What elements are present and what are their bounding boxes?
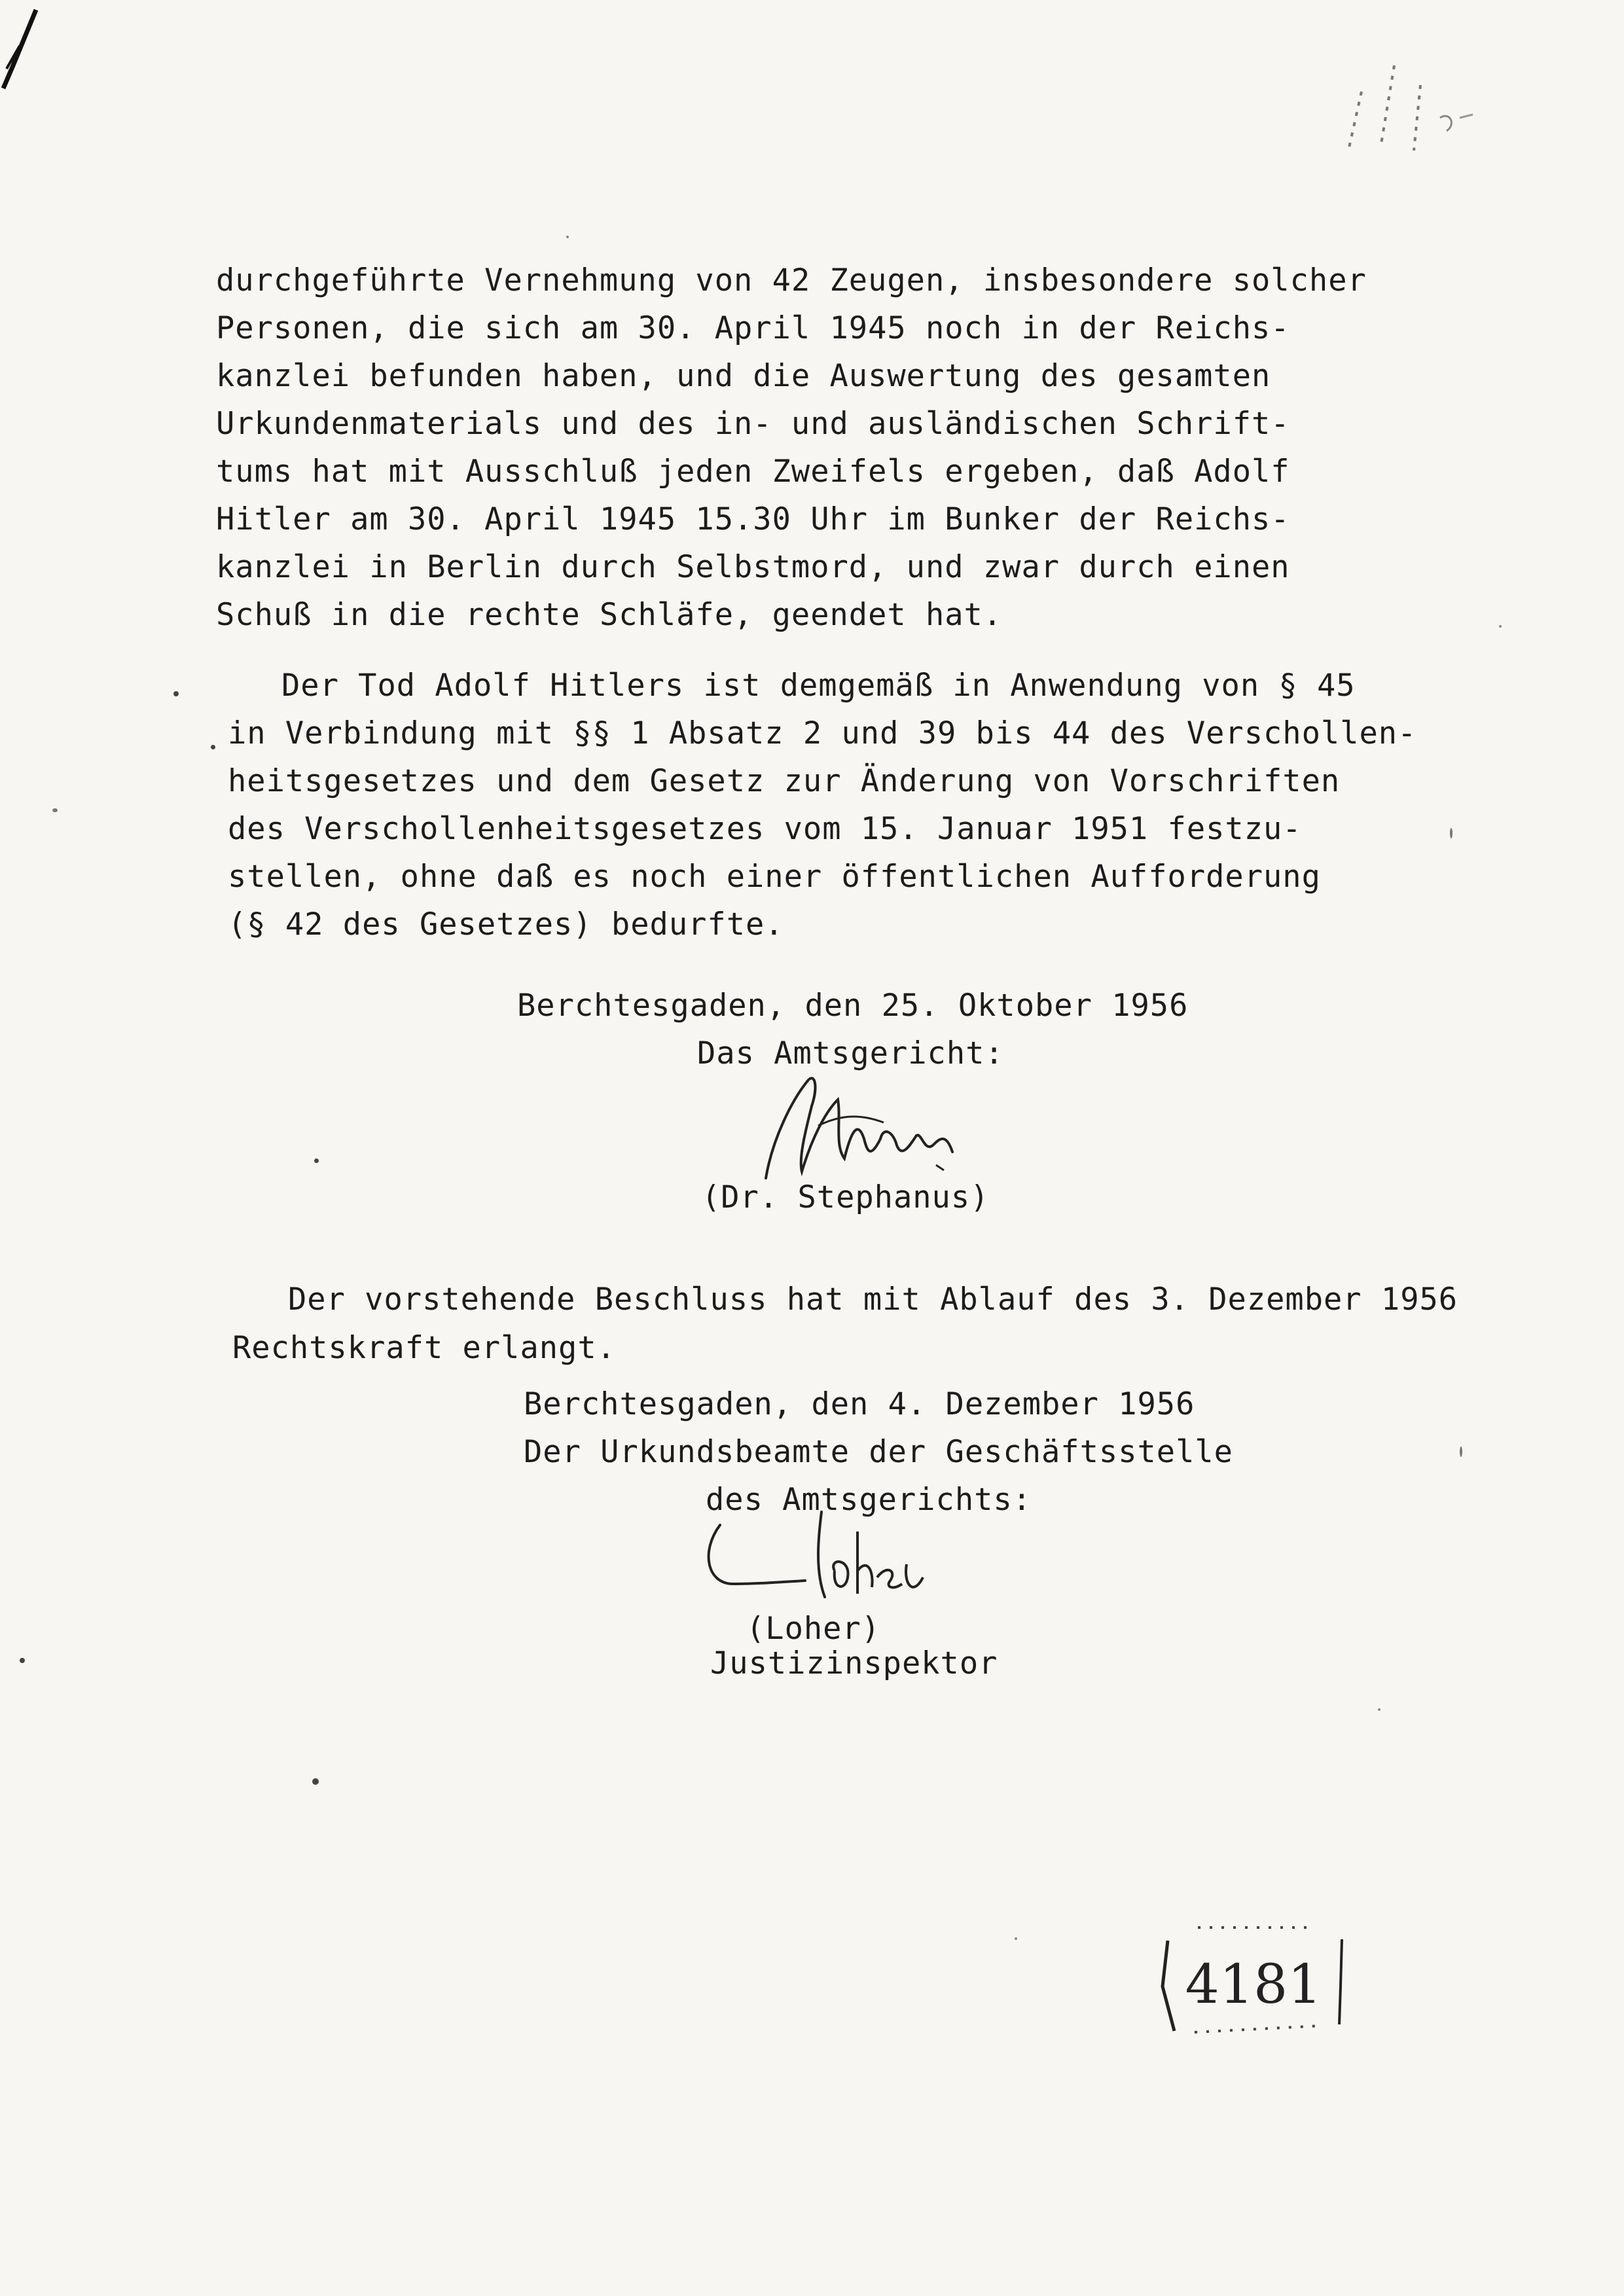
- speck: [1450, 828, 1453, 838]
- speck: [20, 1658, 25, 1663]
- clerk-issuer-line-1: Der Urkundsbeamte der Geschäftsstelle: [524, 1434, 1233, 1470]
- speck: [566, 236, 569, 238]
- loher-signature: [694, 1499, 956, 1617]
- speck: [211, 745, 215, 749]
- paragraph1-line-1: durchgeführte Vernehmung von 42 Zeugen, insbesondere solcher: [216, 262, 1367, 298]
- speck: [52, 808, 58, 812]
- clerk-issuer-line-2: des Amtsgerichts:: [706, 1482, 1032, 1518]
- paragraph2-line-4: des Verschollenheitsgesetzes vom 15. Januar 1951 festzu-: [228, 811, 1302, 847]
- page-stamp-number: 4181: [1185, 1954, 1322, 2016]
- speck: [173, 691, 179, 696]
- court-place-date: Berchtesgaden, den 25. Oktober 1956: [517, 988, 1189, 1024]
- speck: [1015, 1937, 1017, 1940]
- speck: [1499, 625, 1502, 628]
- paragraph2-line-3: heitsgesetzes und dem Gesetz zur Änderung von Vorschriften: [228, 763, 1341, 799]
- paragraph1-line-3: kanzlei befunden haben, und die Auswertung des gesamten: [216, 358, 1271, 394]
- court-issuer: Das Amtsgericht:: [697, 1035, 1004, 1071]
- clerk-title: Justizinspektor: [710, 1645, 998, 1681]
- speck: [312, 1778, 319, 1785]
- paragraph3-line-1: Der vorstehende Beschluss hat mit Ablauf des 3. Dezember 1956: [288, 1282, 1458, 1318]
- paragraph1-line-2: Personen, die sich am 30. April 1945 noch in der Reichs-: [216, 310, 1290, 346]
- paragraph2-line-1: Der Tod Adolf Hitlers ist demgemäß in Anwendung von § 45: [281, 668, 1356, 704]
- paragraph1-line-4: Urkundenmaterials und des in- und ausländischen Schrift-: [216, 406, 1290, 442]
- paragraph1-line-7: kanzlei in Berlin durch Selbstmord, und zwar durch einen: [216, 549, 1290, 585]
- stephanus-signature: [753, 1060, 975, 1191]
- paragraph1-line-6: Hitler am 30. April 1945 15.30 Uhr im Bunker der Reichs-: [216, 501, 1290, 537]
- speck: [1460, 1446, 1462, 1457]
- speck: [314, 1158, 319, 1163]
- clerk-place-date: Berchtesgaden, den 4. Dezember 1956: [524, 1386, 1195, 1422]
- paragraph1-line-8: Schuß in die rechte Schläfe, geendet hat.: [216, 597, 1003, 633]
- paragraph2-line-6: (§ 42 des Gesetzes) bedurfte.: [228, 906, 784, 942]
- court-signer: (Dr. Stephanus): [702, 1179, 990, 1215]
- clerk-signer: (Loher): [746, 1611, 881, 1647]
- paragraph2-line-2: in Verbindung mit §§ 1 Absatz 2 und 39 bis 44 des Verschollen-: [228, 715, 1417, 751]
- margin-pen-mark: [0, 7, 46, 92]
- top-right-faint-marks: [1309, 52, 1492, 170]
- paragraph2-line-5: stellen, ohne daß es noch einer öffentlichen Aufforderung: [228, 859, 1321, 895]
- archive-page-stamp: [1159, 1921, 1348, 2036]
- paragraph3-line-2: Rechtskraft erlangt.: [232, 1330, 616, 1366]
- paragraph1-line-5: tums hat mit Ausschluß jeden Zweifels ergeben, daß Adolf: [216, 454, 1290, 490]
- speck: [1378, 1708, 1380, 1711]
